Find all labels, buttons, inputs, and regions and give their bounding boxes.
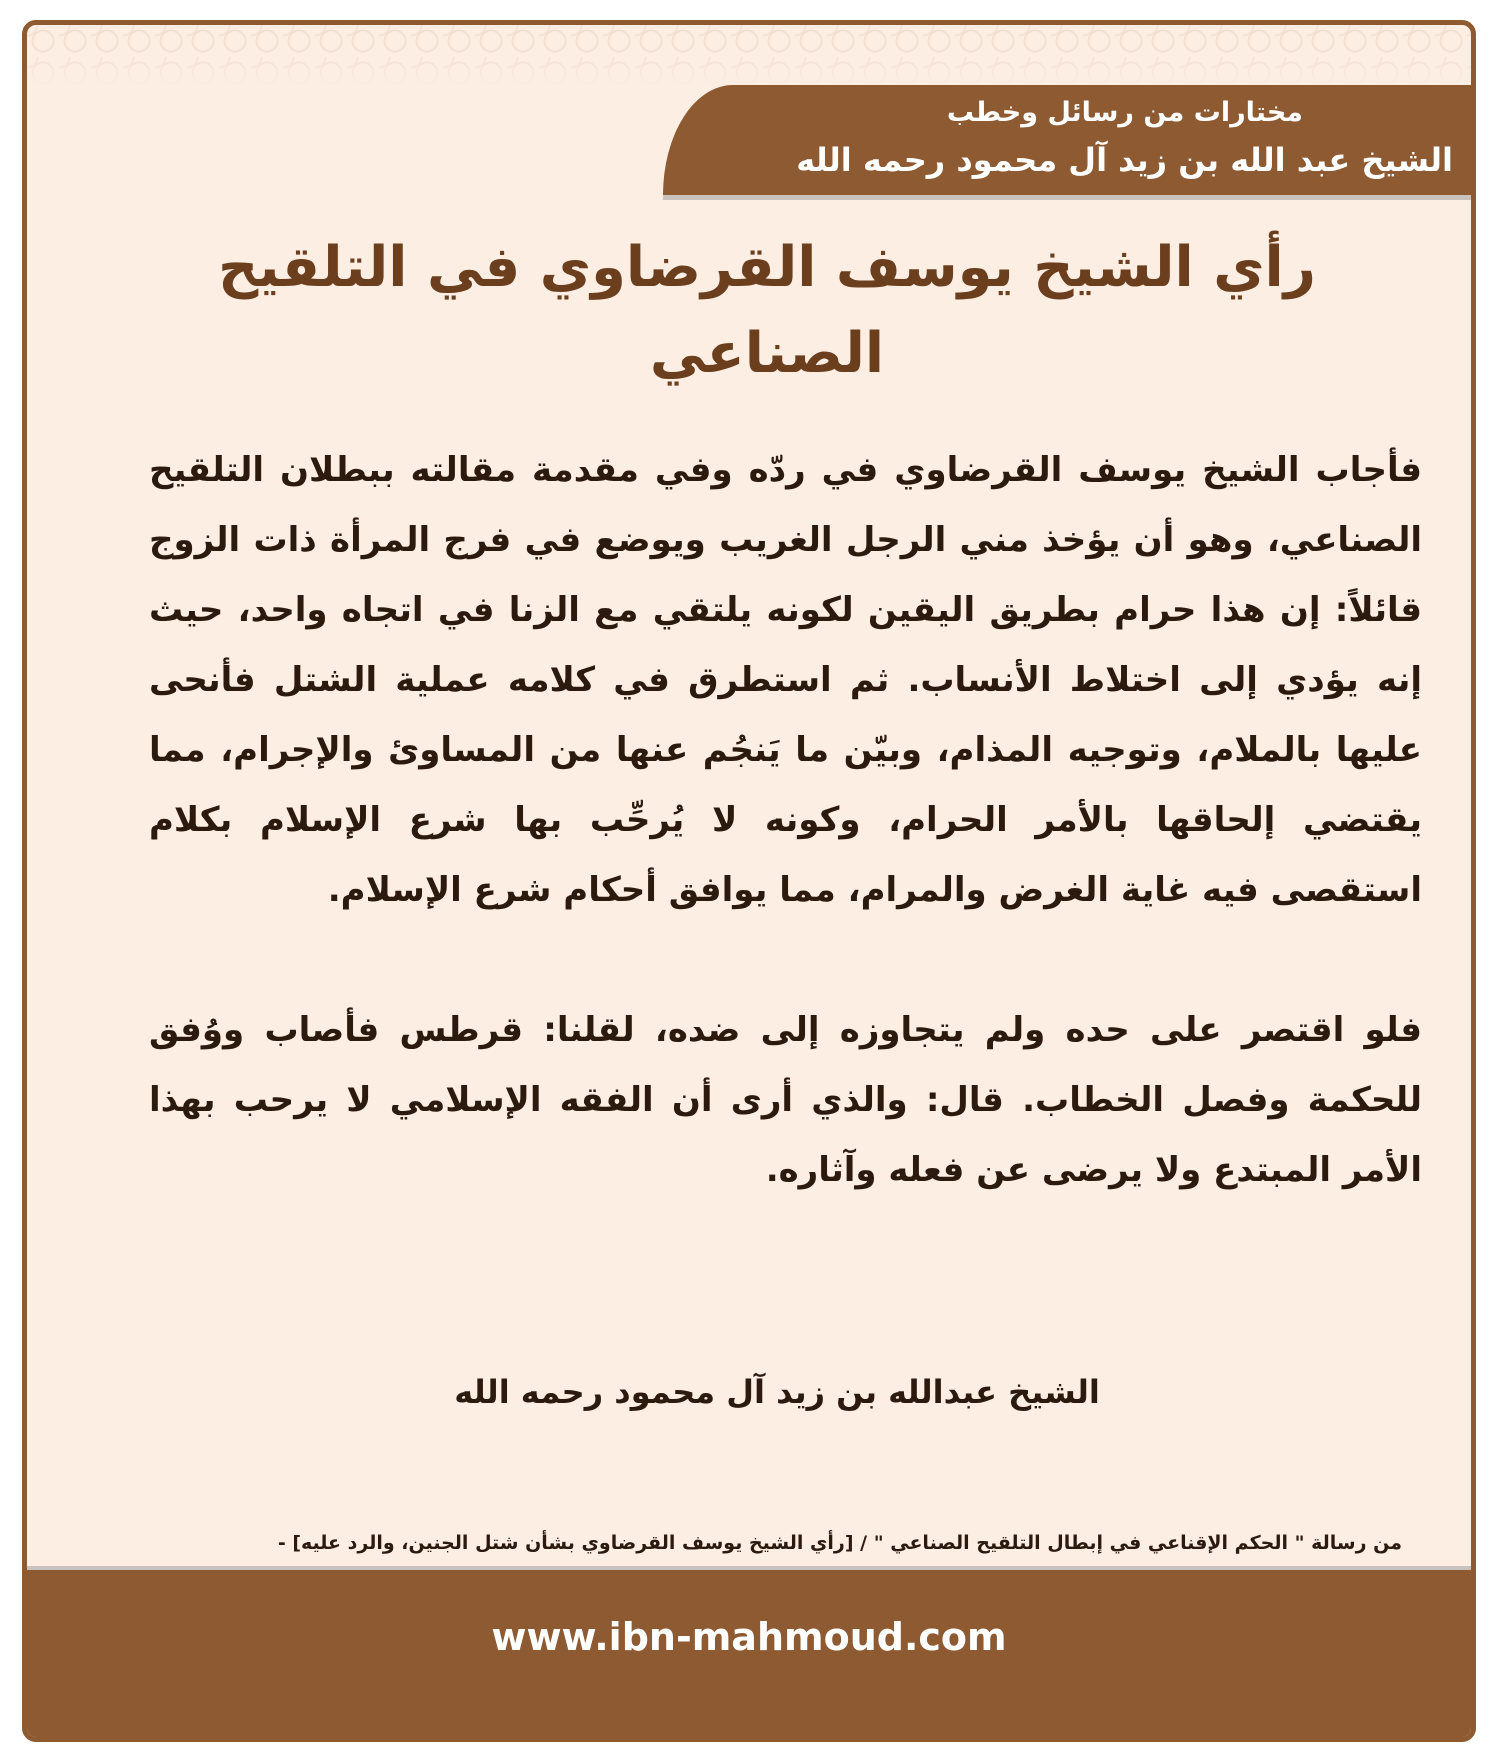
article-title-line1: رأي الشيخ يوسف القرضاوي في التلقيح (218, 235, 1316, 300)
body-paragraph-1: فأجاب الشيخ يوسف القرضاوي في ردّه وفي مقدمة مقالته ببطلان التلقيح الصناعي، وهو أن يؤخذ مني الرجل الغريب ويوضع في فرج المرأة ذات الزوج قائلاً: إن هذا حرام بطريق اليقين لكونه يلتقي مع الزنا في اتجاه واحد، حيث إنه يؤدي إلى اختلاط الأنساب. ثم استطرق في كلامه عملية الشتل فأنحى عليها بالملام، وتوجيه المذام، وبيّن ما يَنجُم عنها من المساوئ والإجرام، مما يقتضي إلحاقها بالأمر الحرام، وكونه لا يُرحِّب بها شرع الإسلام بكلام استقصى فيه غاية الغرض والمرام، مما يوافق أحكام شرع الإسلام. (149, 450, 1422, 910)
footer-band (27, 1566, 1471, 1737)
body-paragraph-2: فلو اقتصر على حده ولم يتجاوزه إلى ضده، لقلنا: قرطس فأصاب ووُفق للحكمة وفصل الخطاب. قال: والذي أرى أن الفقه الإسلامي لا يرحب بهذا الأمر المبتدع ولا يرضى عن فعله وآثاره. (149, 1010, 1422, 1190)
article-title (117, 225, 1417, 397)
article-title-line2: الصناعي (649, 321, 885, 386)
author-signature: الشيخ عبدالله بن زيد آل محمود رحمه الله (454, 1373, 1100, 1411)
source-line-1: من رسالة " الحكم الإقناعي في إبطال التلقيح الصناعي " / [رأي الشيخ يوسف القرضاوي بشأن شتل الجنين، والرد عليه] - (277, 1532, 1402, 1554)
series-header-band (663, 85, 1471, 195)
author-name-header: الشيخ عبد الله بن زيد آل محمود رحمه الله (796, 141, 1453, 179)
article-body (149, 435, 1422, 1205)
article-card (22, 20, 1476, 1742)
website-link[interactable]: www.ibn-mahmoud.com (491, 1615, 1007, 1659)
series-title: مختارات من رسائل وخطب (946, 97, 1303, 128)
decorative-pattern (27, 25, 1471, 89)
